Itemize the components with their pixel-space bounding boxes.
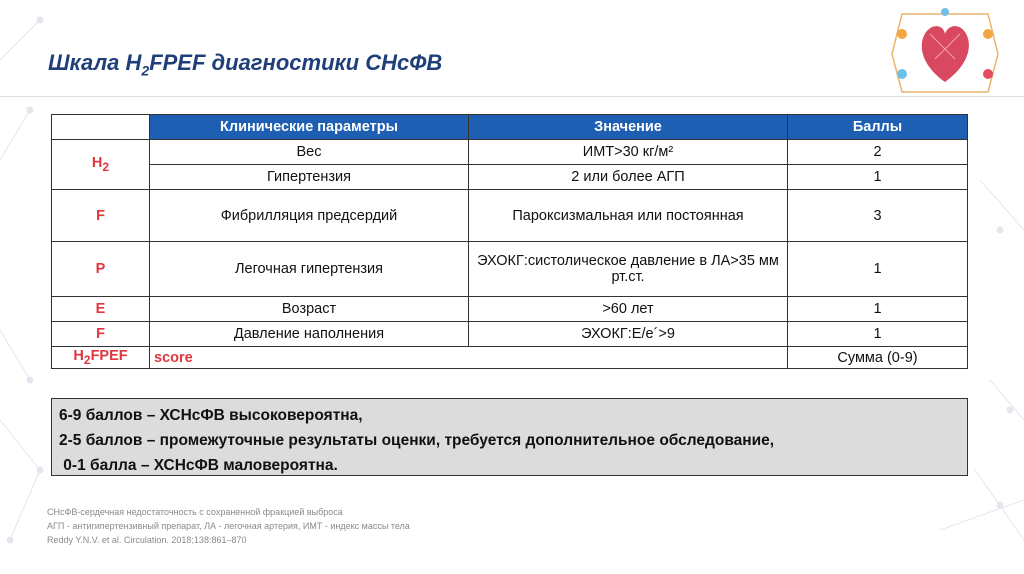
h2fpef-score-table (51, 114, 968, 369)
row-letter: F (52, 190, 150, 242)
row-letter: F (52, 322, 150, 347)
table-row (52, 140, 968, 165)
interpretation-line: 2-5 баллов – промежуточные результаты оценки, требуется дополнительное обследование, (59, 432, 775, 449)
table-row (52, 322, 968, 347)
points-cell: 1 (788, 322, 968, 347)
value-cell: ЭХОКГ:систолическое давление в ЛА>35 мм рт.ст. (469, 242, 788, 297)
row-letter: P (52, 242, 150, 297)
interpretation-line: 0-1 балла – ХСНсФВ маловероятна. (59, 457, 338, 474)
points-cell: 2 (788, 140, 968, 165)
table-row (52, 190, 968, 242)
heart-logo-icon (890, 4, 1000, 99)
title-divider (0, 96, 1024, 97)
value-cell: >60 лет (469, 297, 788, 322)
footer-label: $H_2FPEF$ (52, 347, 150, 369)
table-row (52, 242, 968, 297)
footnote: Reddy Y.N.V. et al. Circulation. 2018;138:861–870 (47, 535, 247, 545)
value-cell: Пароксизмальная или постоянная (469, 190, 788, 242)
table-row (52, 165, 968, 190)
footnote: СНсФВ-сердечная недостаточность с сохраненной фракцией выброса (47, 507, 343, 517)
row-letter: $H_2$ (52, 140, 150, 190)
value-cell: 2 или более АГП (469, 165, 788, 190)
column-header: Значение (469, 115, 788, 140)
footer-score-label: score (150, 347, 788, 369)
param-cell: Легочная гипертензия (150, 242, 469, 297)
interpretation-box (51, 398, 968, 476)
page-title: Шкала $H_2FPEF$ диагностики СНсФВ (48, 50, 443, 79)
value-cell: ИМТ>30 кг/м² (469, 140, 788, 165)
column-header: Баллы (788, 115, 968, 140)
value-cell: ЭХОКГ:Е/е´>9 (469, 322, 788, 347)
param-cell: Гипертензия (150, 165, 469, 190)
column-header: Клинические параметры (150, 115, 469, 140)
interpretation-line: 6-9 баллов – ХСНсФВ высоковероятна, (59, 407, 363, 424)
points-cell: 1 (788, 165, 968, 190)
table-footer-row (52, 347, 968, 369)
points-cell: 1 (788, 242, 968, 297)
param-cell: Вес (150, 140, 469, 165)
footnote: АГП - антигипертензивный препарат, ЛА - легочная артерия, ИМТ - индекс массы тела (47, 521, 410, 531)
points-cell: 3 (788, 190, 968, 242)
header-corner-cell (52, 115, 150, 140)
footnotes (47, 505, 410, 547)
param-cell: Давление наполнения (150, 322, 469, 347)
param-cell: Фибрилляция предсердий (150, 190, 469, 242)
footer-sum: Сумма (0-9) (788, 347, 968, 369)
table-row (52, 297, 968, 322)
points-cell: 1 (788, 297, 968, 322)
param-cell: Возраст (150, 297, 469, 322)
row-letter: E (52, 297, 150, 322)
table-header-row (52, 115, 968, 140)
